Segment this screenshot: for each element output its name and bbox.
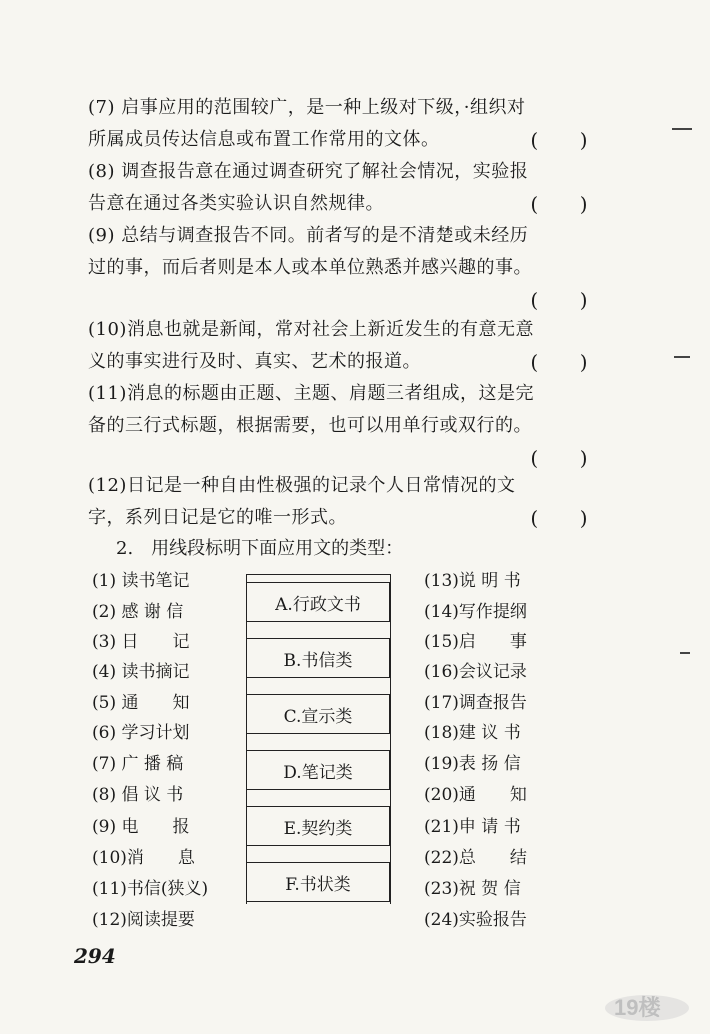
left-item-9[interactable]: (9) 电 报 xyxy=(92,817,190,837)
answer-blank-7[interactable]: ( ) xyxy=(530,128,588,152)
category-box-f[interactable]: F.书状类 xyxy=(246,862,390,902)
left-item-7[interactable]: (7) 广 播 稿 xyxy=(92,754,184,774)
answer-blank-10[interactable]: ( ) xyxy=(530,350,588,374)
right-item-21[interactable]: (21)申 请 书 xyxy=(424,817,521,837)
logo-text: 19楼 xyxy=(614,995,661,1020)
scan-mark xyxy=(674,356,690,358)
question-12-line-2: 字，系列日记是它的唯一形式。 xyxy=(88,507,347,528)
right-item-16[interactable]: (16)会议记录 xyxy=(424,662,527,682)
question-10-line-2: 义的事实进行及时、真实、艺术的报道。 xyxy=(88,351,421,372)
right-item-22[interactable]: (22)总 结 xyxy=(424,848,527,868)
question-9 xyxy=(88,220,588,312)
right-item-17[interactable]: (17)调查报告 xyxy=(424,693,527,713)
question-11 xyxy=(88,378,588,470)
right-item-13[interactable]: (13)说 明 书 xyxy=(424,571,521,591)
question-9-line-2: 过的事，而后者则是本人或本单位熟悉并感兴趣的事。 xyxy=(88,257,532,278)
section-2-heading: 2. 用线段标明下面应用文的类型： xyxy=(116,538,404,559)
left-item-1[interactable]: (1) 读书笔记 xyxy=(92,571,190,591)
left-item-6[interactable]: (6) 学习计划 xyxy=(92,723,190,743)
right-item-24[interactable]: (24)实验报告 xyxy=(424,910,527,930)
right-item-18[interactable]: (18)建 议 书 xyxy=(424,723,521,743)
left-item-3[interactable]: (3) 日 记 xyxy=(92,632,190,652)
question-7 xyxy=(88,92,588,156)
question-10-line-1: (10)消息也就是新闻，常对社会上新近发生的有意无意 xyxy=(88,319,534,340)
left-item-2[interactable]: (2) 感 谢 信 xyxy=(92,602,184,622)
answer-blank-9[interactable]: ( ) xyxy=(530,288,588,312)
right-item-23[interactable]: (23)祝 贺 信 xyxy=(424,879,521,899)
category-box-e[interactable]: E.契约类 xyxy=(246,806,390,846)
left-item-12[interactable]: (12)阅读提要 xyxy=(92,910,195,930)
answer-blank-8[interactable]: ( ) xyxy=(530,192,588,216)
left-item-4[interactable]: (4) 读书摘记 xyxy=(92,662,190,682)
question-11-line-2: 备的三行式标题，根据需要，也可以用单行或双行的。 xyxy=(88,415,532,436)
answer-blank-12[interactable]: ( ) xyxy=(530,506,588,530)
right-item-19[interactable]: (19)表 扬 信 xyxy=(424,754,521,774)
scan-mark xyxy=(672,128,692,130)
question-12-line-1: (12)日记是一种自由性极强的记录个人日常情况的文 xyxy=(88,475,516,496)
question-8-line-2: 告意在通过各类实验认识自然规律。 xyxy=(88,193,384,214)
right-item-14[interactable]: (14)写作提纲 xyxy=(424,602,527,622)
left-item-8[interactable]: (8) 倡 议 书 xyxy=(92,785,184,805)
logo-icon xyxy=(602,988,692,1024)
right-item-15[interactable]: (15)启 事 xyxy=(424,632,527,652)
left-item-10[interactable]: (10)消 息 xyxy=(92,848,195,868)
category-box-d[interactable]: D.笔记类 xyxy=(246,750,390,790)
question-11-line-1: (11)消息的标题由正题、主题、肩题三者组成，这是完 xyxy=(88,383,534,404)
left-item-5[interactable]: (5) 通 知 xyxy=(92,693,190,713)
left-item-11[interactable]: (11)书信(狭义) xyxy=(92,879,209,899)
top-divider-line xyxy=(246,574,391,575)
question-8-line-1: (8) 调查报告意在通过调查研究了解社会情况，实验报 xyxy=(88,161,529,182)
page-number: 294 xyxy=(74,944,116,968)
category-box-c[interactable]: C.宣示类 xyxy=(246,694,390,734)
question-7-line-2: 所属成员传达信息或布置工作常用的文体。 xyxy=(88,129,440,150)
question-9-line-1: (9) 总结与调查报告不同。前者写的是不清楚或未经历 xyxy=(88,225,529,246)
question-7-line-1: (7) 启事应用的范围较广，是一种上级对下级，·组织对 xyxy=(88,97,526,118)
answer-blank-11[interactable]: ( ) xyxy=(530,446,588,470)
question-10 xyxy=(88,314,588,378)
question-8 xyxy=(88,156,588,220)
category-box-b[interactable]: B.书信类 xyxy=(246,638,390,678)
right-item-20[interactable]: (20)通 知 xyxy=(424,785,527,805)
question-12 xyxy=(88,470,588,534)
site-logo xyxy=(602,988,692,1024)
category-box-a[interactable]: A.行政文书 xyxy=(246,582,390,622)
left-bracket-line xyxy=(246,574,247,904)
scan-mark xyxy=(680,652,690,654)
right-bracket-line xyxy=(390,574,391,904)
